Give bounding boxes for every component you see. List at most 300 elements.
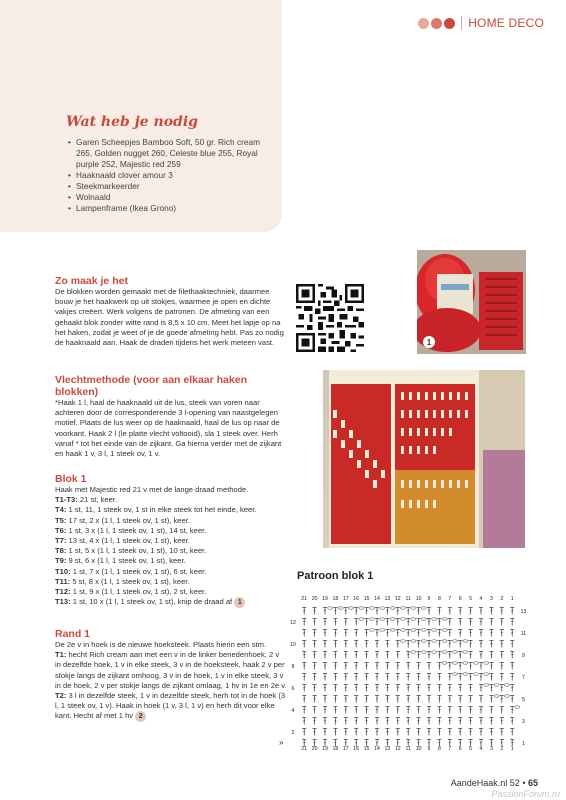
photo-badge: 1: [426, 338, 432, 347]
section-title: Vlechtmethode (voor aan elkaar haken blokken): [55, 374, 247, 398]
stitch-cell: [417, 718, 421, 725]
stitch-cell: [333, 663, 337, 670]
row-label: T9:: [55, 556, 67, 566]
column-number: 19: [322, 596, 328, 602]
section-title: Rand 1: [55, 628, 91, 640]
stitch-cell: [479, 729, 483, 736]
column-number: 3: [489, 596, 493, 602]
stitch-cell: [510, 619, 514, 626]
stitch-cell: [417, 674, 421, 681]
stitch-cell: [302, 685, 306, 692]
stitch-cell: [427, 640, 437, 648]
stitch-cell: [313, 685, 317, 692]
stitch-cell: [427, 663, 431, 670]
stitch-cell: [427, 685, 431, 692]
stitch-cell: [489, 652, 493, 659]
stitch-cell: [458, 729, 462, 736]
column-number: 14: [374, 596, 380, 602]
qr-code[interactable]: [296, 284, 364, 352]
pattern-chart: [287, 592, 532, 754]
stitch-cell: [313, 641, 317, 648]
stitch-cell: [385, 707, 389, 714]
stitch-cell: [323, 607, 333, 615]
stitch-cell: [500, 729, 504, 736]
stitch-cell: [313, 663, 317, 670]
stitch-cell: [323, 707, 327, 714]
stitch-cell: [396, 685, 400, 692]
materials-item: • Haaknaald clover amour 3: [68, 170, 278, 181]
stitch-cell: [323, 663, 327, 670]
stitch-cell: [437, 685, 441, 692]
stitch-cell: [375, 629, 385, 637]
stitch-cell: [417, 629, 427, 637]
stitch-cell: [500, 718, 504, 725]
stitch-cell: [500, 608, 504, 615]
stitch-cell: [479, 619, 483, 626]
border1-intro: De 2e v in hoek is de nieuwe hoeksteek. Plaats hierin een stm.: [55, 640, 267, 649]
stitch-cell: [437, 618, 447, 626]
stitch-cell: [333, 729, 337, 736]
stitch-cell: [323, 696, 327, 703]
stitch-cell: [354, 696, 358, 703]
stitch-cell: [427, 618, 437, 626]
stitch-cell: [354, 685, 358, 692]
stitch-cell: [302, 674, 306, 681]
stitch-cell: [406, 629, 416, 637]
stitch-cell: [344, 663, 348, 670]
stitch-cell: [458, 685, 462, 692]
column-number: 21: [301, 746, 308, 752]
stitch-cell: [448, 729, 452, 736]
stitch-cell: [448, 640, 458, 648]
header-dot: [444, 18, 455, 29]
column-number: 12: [394, 746, 401, 752]
stitch-cell: [417, 729, 421, 736]
stitch-cell: [396, 618, 406, 626]
stitch-cell: [365, 663, 369, 670]
row-number: 4: [291, 708, 295, 714]
stitch-cell: [437, 729, 441, 736]
stitch-cell: [479, 673, 489, 681]
pattern-row: [55, 577, 287, 587]
column-number: 21: [301, 596, 308, 602]
stitch-cell: [479, 641, 483, 648]
stitch-cell: [469, 608, 473, 615]
column-number: 2: [500, 746, 504, 752]
stitch-cell: [396, 629, 406, 637]
stitch-cell: [406, 685, 410, 692]
stitch-cell: [354, 641, 358, 648]
row-number: 9: [521, 653, 525, 659]
stitch-cell: [417, 651, 427, 659]
stitch-cell: [427, 674, 431, 681]
stitch-cell: [448, 673, 458, 681]
stitch-cell: [479, 652, 483, 659]
stitch-cell: [313, 630, 317, 637]
watermark: PassionForum.ru: [491, 789, 560, 799]
stitch-cell: [479, 718, 483, 725]
stitch-cell: [344, 641, 348, 648]
stitch-cell: [489, 630, 493, 637]
row-label: T1-T3:: [55, 495, 78, 505]
stitch-cell: [385, 718, 389, 725]
stitch-cell: [469, 652, 473, 659]
column-number: 8: [437, 596, 441, 602]
stitch-cell: [489, 707, 493, 714]
stitch-cell: [458, 630, 462, 637]
column-number: 11: [405, 596, 411, 602]
row-number: 10: [290, 642, 296, 648]
stitch-cell: [344, 607, 354, 615]
stitch-cell: [448, 707, 452, 714]
stitch-cell: [396, 696, 400, 703]
stitch-cell: [354, 652, 358, 659]
row-label: T7:: [55, 536, 67, 546]
stitch-cell: [354, 618, 364, 626]
block1-intro: Haak met Majestic red 21 v met de lange draad methode.: [55, 485, 249, 494]
row-number: 6: [291, 686, 295, 692]
stitch-cell: [489, 674, 493, 681]
pattern-row: [55, 556, 287, 566]
header-dots: [418, 18, 455, 29]
column-number: 14: [374, 746, 380, 752]
pattern-row: [55, 597, 287, 608]
stitch-cell: [313, 729, 317, 736]
stitch-cell: [375, 685, 379, 692]
stitch-cell: [458, 608, 462, 615]
stitch-cell: [479, 630, 483, 637]
stitch-cell: [417, 663, 421, 670]
stitch-cell: [469, 696, 473, 703]
stitch-cell: [458, 707, 462, 714]
row-text: 13 st, 4 x (1 l, 1 steek ov, 1 st), keer.: [68, 536, 190, 546]
stitch-cell: [385, 663, 389, 670]
stitch-cell: [354, 607, 364, 615]
stitch-cell: [302, 663, 306, 670]
header-dot: [418, 18, 429, 29]
column-number: 7: [448, 596, 452, 602]
stitch-cell: [458, 673, 468, 681]
stitch-cell: [385, 674, 389, 681]
stitch-cell: [417, 618, 427, 626]
pattern-row: [55, 505, 287, 515]
stitch-cell: [333, 652, 337, 659]
row-number: 12: [290, 620, 296, 626]
stitch-cell: [500, 641, 504, 648]
step-badge: 1: [234, 597, 245, 608]
row-text: 1 st, 11, 1 steek ov, 1 st in elke steek tot het einde, keer.: [68, 505, 257, 515]
stitch-cell: [458, 651, 468, 659]
row-label: T4:: [55, 505, 67, 515]
stitch-cell: [302, 630, 306, 637]
column-number: 16: [353, 596, 360, 602]
footer-bullet: •: [522, 778, 528, 788]
stitch-cell: [458, 619, 462, 626]
stitch-cell: [458, 718, 462, 725]
stitch-cell: [458, 640, 468, 648]
stitch-cell: [333, 718, 337, 725]
stitch-cell: [396, 674, 400, 681]
column-number: 4: [479, 746, 483, 752]
stitch-cell: [302, 707, 306, 714]
row-label: T2:: [55, 691, 67, 701]
stitch-cell: [333, 630, 337, 637]
stitch-cell: [302, 652, 306, 659]
yarn-photo: [417, 250, 526, 354]
stitch-cell: [417, 640, 427, 648]
stitch-cell: [354, 630, 358, 637]
stitch-cell: [344, 696, 348, 703]
column-number: 3: [489, 746, 493, 752]
stitch-cell: [437, 629, 447, 637]
stitch-cell: [375, 696, 379, 703]
stitch-cell: [365, 718, 369, 725]
stitch-cell: [375, 718, 379, 725]
row-text: 21 st, keer.: [79, 495, 118, 505]
stitch-cell: [344, 652, 348, 659]
stitch-cell: [323, 729, 327, 736]
section-label: HOME DECO: [461, 16, 566, 30]
header-dot: [431, 18, 442, 29]
stitch-cell: [344, 718, 348, 725]
pattern-row: [55, 650, 287, 691]
magazine-name: AandeHaak.nl 52: [450, 778, 520, 788]
stitch-cell: [385, 629, 395, 637]
row-text: 1 st, 5 x (1 l, 1 steek ov, 1 st), 10 st, keer.: [68, 546, 207, 556]
section-body: *Haak 1 l, haal de haaknaald uit de lus, steek van voren naar achteren door de corresponderende 3 l-opening van naastgelegen motief. Plaats de lus weer op de haaknaald, haal de lus op naar de voorkant. Haak 2 l (le platte vlecht voltooid), sla 1 steek over. Herh vanaf * tot het einde van de zijkant. Ga hierna verder met de zijkant en haak 1 v, 3 l, 1 steek ov, 1 v.: [55, 398, 282, 459]
stitch-cell: [427, 729, 431, 736]
stitch-cell: [510, 674, 514, 681]
stitch-cell: [406, 696, 410, 703]
stitch-cell: [354, 674, 358, 681]
stitch-cell: [354, 729, 358, 736]
row-text: 1 st, 7 x (1 l, 1 steek ov, 1 st), 6 st, keer.: [72, 566, 207, 576]
materials-item: • Lampenframe (Ikea Grono): [68, 203, 278, 214]
page-footer: [451, 778, 538, 788]
stitch-cell: [437, 707, 441, 714]
stitch-cell: [406, 718, 410, 725]
step-badge: 2: [135, 711, 146, 722]
stitch-cell: [510, 652, 514, 659]
column-number: 16: [353, 746, 360, 752]
instructions-section: [55, 275, 287, 348]
stitch-cell: [489, 608, 493, 615]
section-title: Blok 1: [55, 473, 87, 485]
lamp-photo: [323, 370, 525, 548]
stitch-cell: [385, 618, 395, 626]
stitch-cell: [344, 619, 348, 626]
stitch-cell: [406, 707, 410, 714]
stitch-cell: [323, 674, 327, 681]
column-number: 13: [384, 596, 391, 602]
stitch-cell: [510, 685, 514, 692]
stitch-cell: [365, 607, 375, 615]
column-number: 2: [500, 596, 504, 602]
column-number: 19: [322, 746, 328, 752]
stitch-cell: [333, 607, 343, 615]
stitch-cell: [469, 685, 473, 692]
stitch-cell: [469, 641, 473, 648]
row-label: T8:: [55, 546, 67, 556]
stitch-cell: [458, 696, 462, 703]
stitch-cell: [344, 707, 348, 714]
stitch-cell: [427, 707, 431, 714]
stitch-cell: [406, 651, 416, 659]
stitch-cell: [375, 674, 379, 681]
column-number: 9: [427, 746, 431, 752]
pattern-row: [55, 567, 287, 577]
column-number: 20: [311, 746, 318, 752]
stitch-cell: [406, 663, 410, 670]
block1-section: [55, 473, 287, 608]
stitch-cell: [344, 630, 348, 637]
stitch-cell: [489, 663, 493, 670]
stitch-cell: [510, 641, 514, 648]
stitch-cell: [313, 674, 317, 681]
row-text: 17 st, 2 x (1 l, 1 steek ov, 1 st), keer.: [68, 515, 190, 525]
stitch-cell: [469, 630, 473, 637]
stitch-cell: [437, 651, 447, 659]
stitch-cell: [385, 729, 389, 736]
stitch-cell: [333, 674, 337, 681]
column-number: 10: [415, 746, 422, 752]
stitch-cell: [510, 718, 514, 725]
stitch-cell: [448, 685, 452, 692]
stitch-cell: [385, 607, 395, 615]
stitch-cell: [458, 662, 468, 670]
row-label: T10:: [55, 566, 71, 576]
stitch-cell: [323, 619, 327, 626]
stitch-cell: [313, 619, 317, 626]
materials-list: [68, 137, 278, 214]
stitch-cell: [427, 696, 431, 703]
section-title: Zo maak je het: [55, 275, 128, 287]
stitch-cell: [437, 640, 447, 648]
stitch-cell: [500, 630, 504, 637]
column-number: 13: [384, 746, 391, 752]
stitch-cell: [406, 640, 416, 648]
stitch-cell: [365, 707, 369, 714]
stitch-cell: [323, 718, 327, 725]
column-number: 17: [342, 596, 349, 602]
stitch-cell: [469, 729, 473, 736]
row-label: T11:: [55, 576, 71, 586]
pattern-row: [55, 526, 287, 536]
row-text: 5 st, 8 x (1 l, 1 steek ov, 1 st), keer.: [72, 576, 190, 586]
stitch-cell: [437, 674, 441, 681]
row-number: 8: [291, 664, 295, 670]
stitch-cell: [302, 619, 306, 626]
pattern-row: [55, 495, 287, 505]
stitch-cell: [500, 652, 504, 659]
column-number: 12: [394, 596, 401, 602]
stitch-cell: [406, 618, 416, 626]
row-label: T1:: [55, 650, 67, 660]
stitch-cell: [313, 718, 317, 725]
stitch-cell: [469, 718, 473, 725]
stitch-cell: [500, 663, 504, 670]
section-body: De blokken worden gemaakt met de filethaaktechniek, daarmee bouw je het haakwerk op uit stokjes, waarmee je open en dichte vakjes creëert. Werk volgens de patronen. De afmeting van een gehaakt blok zonder witte rand is 8,5 x 10 cm. Meet het lapje op na het haken, zodat je weet of je de goede afmeting hebt. Pas zo nodig de haaknaald aan. Haak de draden tijdens het werk meteen vast.: [55, 287, 284, 348]
stitch-cell: [396, 729, 400, 736]
stitch-cell: [489, 619, 493, 626]
row-number: 7: [521, 675, 525, 681]
stitch-cell: [500, 684, 510, 692]
stitch-cell: [323, 685, 327, 692]
stitch-cell: [427, 718, 431, 725]
stitch-cell: [469, 619, 473, 626]
row-text: 3 l in dezelfde steek, 1 v in dezelfde steek, herh tot in de hoek (3 l, 1 steek ov, 1 v). Haak in hoek (1 v, 3 l, 1 v) en herh dit voor elke kant. Hecht af met 1 hv: [55, 691, 286, 721]
stitch-cell: [323, 641, 327, 648]
stitch-cell: [437, 608, 441, 615]
stitch-cell: [510, 630, 514, 637]
stitch-cell: [344, 729, 348, 736]
stitch-cell: [323, 630, 327, 637]
stitch-cell: [365, 685, 369, 692]
materials-title: Wat heb je nodig: [66, 114, 198, 130]
stitch-cell: [344, 685, 348, 692]
row-label: T13:: [55, 597, 71, 607]
stitch-cell: [375, 729, 379, 736]
stitch-cell: [333, 685, 337, 692]
column-number: 11: [405, 746, 411, 752]
column-number: 9: [427, 596, 431, 602]
stitch-cell: [333, 696, 337, 703]
stitch-cell: [510, 608, 514, 615]
stitch-cell: [489, 641, 493, 648]
stitch-cell: [302, 718, 306, 725]
row-number: 13: [520, 609, 527, 615]
column-number: 18: [332, 746, 339, 752]
column-number: 6: [458, 596, 462, 602]
stitch-cell: [469, 707, 473, 714]
row-number: 2: [291, 730, 295, 736]
pattern-row: [55, 587, 287, 597]
stitch-cell: [302, 608, 306, 615]
stitch-cell: [469, 662, 479, 670]
stitch-cell: [385, 696, 389, 703]
border1-section: [55, 628, 287, 722]
stitch-cell: [417, 696, 421, 703]
stitch-cell: [510, 696, 514, 703]
stitch-cell: [479, 696, 483, 703]
stitch-cell: [365, 696, 369, 703]
stitch-cell: [396, 663, 400, 670]
stitch-cell: [479, 662, 489, 670]
stitch-cell: [489, 695, 499, 703]
column-number: 4: [479, 596, 483, 602]
stitch-cell: [385, 652, 389, 659]
stitch-cell: [417, 685, 421, 692]
stitch-cell: [396, 718, 400, 725]
row-label: T6:: [55, 525, 67, 535]
stitch-cell: [479, 608, 483, 615]
row-number: 11: [520, 631, 527, 637]
stitch-cell: [365, 641, 369, 648]
column-number: 10: [415, 596, 422, 602]
column-number: 15: [363, 596, 370, 602]
stitch-cell: [365, 652, 369, 659]
stitch-cell: [448, 619, 452, 626]
column-number: 8: [437, 746, 441, 752]
stitch-cell: [489, 729, 493, 736]
stitch-cell: [396, 607, 406, 615]
stitch-cell: [437, 662, 447, 670]
stitch-cell: [448, 718, 452, 725]
stitch-cell: [302, 641, 306, 648]
page-number: 65: [527, 778, 538, 788]
materials-item: • Steekmarkeerder: [68, 181, 278, 192]
column-number: 1: [510, 596, 514, 602]
